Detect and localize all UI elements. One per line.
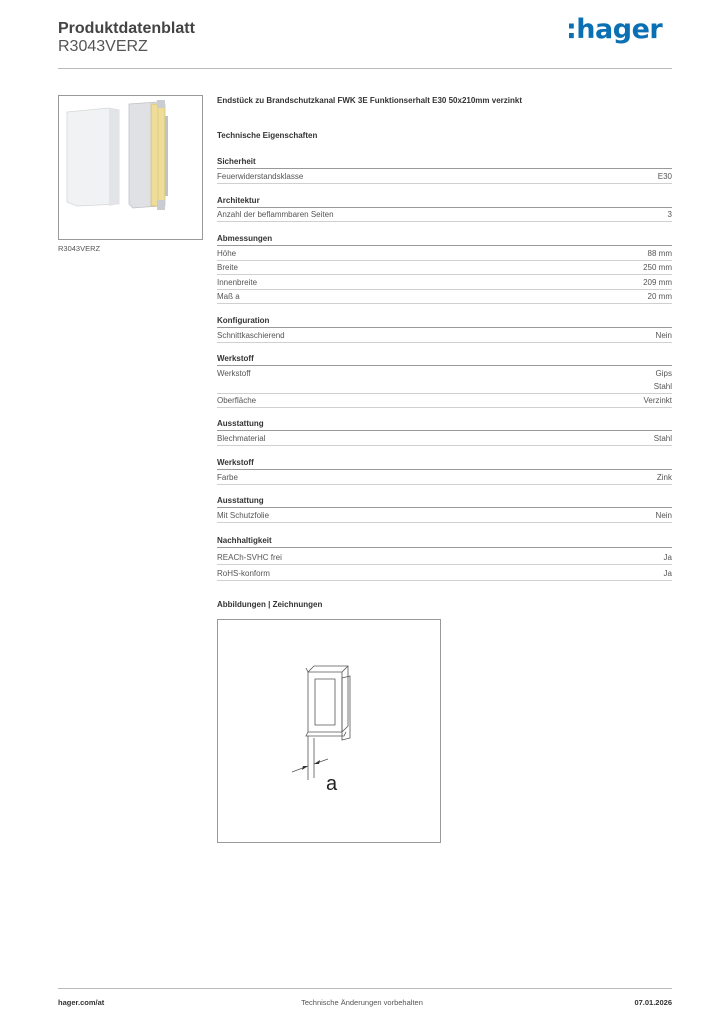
section-heading: Sicherheit	[217, 156, 672, 169]
header-divider	[58, 68, 672, 69]
footer-date: 07.01.2026	[634, 998, 672, 1007]
property-row	[217, 394, 672, 408]
property-key: Breite	[217, 263, 238, 272]
property-row	[217, 261, 672, 275]
property-row	[217, 367, 672, 394]
property-row	[217, 471, 672, 485]
product-reference: R3043VERZ	[58, 38, 148, 55]
property-key: Oberfläche	[217, 396, 257, 405]
product-description: Endstück zu Brandschutzkanal FWK 3E Funktionserhalt E30 50x210mm verzinkt	[217, 96, 522, 105]
property-value: Nein	[655, 331, 672, 340]
property-key: Schnittkaschierend	[217, 331, 285, 340]
technical-drawing	[217, 619, 441, 843]
section-heading: Werkstoff	[217, 457, 672, 470]
property-value: Gips	[655, 369, 672, 378]
property-value: Ja	[663, 569, 672, 578]
photo-caption: R3043VERZ	[58, 244, 101, 253]
property-key: Feuerwiderstandsklasse	[217, 172, 304, 181]
section-heading: Architektur	[217, 195, 672, 208]
property-row	[217, 208, 672, 222]
property-key: REACh-SVHC frei	[217, 553, 282, 562]
property-value: Ja	[663, 553, 672, 562]
product-photo	[58, 95, 203, 240]
document-title: Produktdatenblatt	[58, 20, 195, 37]
property-key: Werkstoff	[217, 369, 251, 378]
property-row	[217, 247, 672, 261]
property-row	[217, 432, 672, 446]
property-key: Mit Schutzfolie	[217, 511, 270, 520]
technical-properties-heading: Technische Eigenschaften	[217, 131, 318, 140]
property-row	[217, 290, 672, 304]
property-value: 20 mm	[647, 292, 672, 301]
property-value: Stahl	[653, 434, 672, 443]
property-key: Anzahl der beflammbaren Seiten	[217, 210, 334, 219]
property-key: Maß a	[217, 292, 240, 301]
property-value: 88 mm	[647, 249, 672, 258]
property-value: Verzinkt	[643, 396, 672, 405]
property-value-secondary: Stahl	[653, 382, 672, 391]
property-row	[217, 329, 672, 343]
footer-notice: Technische Änderungen vorbehalten	[301, 998, 423, 1007]
section-heading: Abmessungen	[217, 233, 672, 246]
product-photo-image	[59, 96, 202, 239]
footer-divider	[58, 988, 672, 989]
property-key: Farbe	[217, 473, 238, 482]
section-heading: Ausstattung	[217, 495, 672, 508]
dimension-a-label: a	[326, 773, 338, 795]
section-heading: Werkstoff	[217, 353, 672, 366]
footer-website[interactable]: hager.com/at	[58, 998, 105, 1007]
property-key: Innenbreite	[217, 278, 258, 287]
hager-logo: :hager	[566, 14, 663, 45]
property-value: 209 mm	[643, 278, 672, 287]
section-heading: Nachhaltigkeit	[217, 535, 672, 548]
technical-drawing-image	[218, 620, 440, 842]
property-row	[217, 276, 672, 290]
section-heading: Konfiguration	[217, 315, 672, 328]
property-value: Zink	[656, 473, 672, 482]
property-row	[217, 567, 672, 581]
property-value: 3	[667, 210, 672, 219]
property-key: Höhe	[217, 249, 237, 258]
section-heading: Ausstattung	[217, 418, 672, 431]
drawings-heading: Abbildungen | Zeichnungen	[217, 600, 323, 609]
property-value: E30	[657, 172, 672, 181]
property-row	[217, 551, 672, 565]
property-key: RoHS-konform	[217, 569, 270, 578]
property-value: Nein	[655, 511, 672, 520]
property-value: 250 mm	[643, 263, 672, 272]
property-row	[217, 509, 672, 523]
property-key: Blechmaterial	[217, 434, 266, 443]
property-row	[217, 170, 672, 184]
